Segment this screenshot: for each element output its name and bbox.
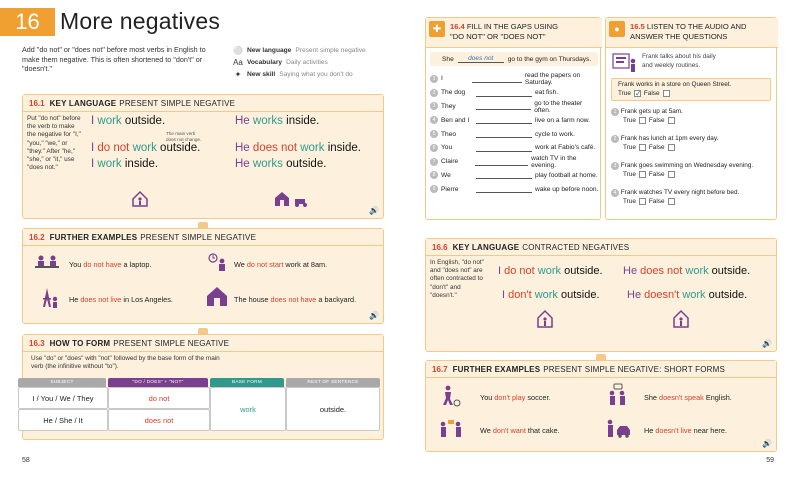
house-icon [205, 285, 229, 307]
list-item: 1 I read the papers on Saturday. [430, 72, 600, 86]
example-16-2-2: We do not start work at 8am. [234, 260, 328, 269]
list-item: 3 They go to the theater often. [430, 100, 600, 114]
section-16-7-header: 16.7 FURTHER EXAMPLES PRESENT SIMPLE NEGATIVE: SHORT FORMS [426, 361, 776, 377]
list-item: 4 Frank watches TV every night before bed. True False [611, 189, 776, 216]
key-right-column: He works inside. He does not work inside. He works outside. [235, 115, 361, 171]
section-16-3-note: Use "do" or "does" with "not" followed by the base form of the main verb (the infinitive without "to"). [31, 355, 220, 371]
clock-person-icon [207, 253, 229, 273]
contracted-left-column: I do not work outside. I don't work outside. [498, 265, 603, 301]
example-answer: does not [458, 55, 504, 63]
column-subject: SUBJECT [18, 378, 106, 387]
gap-input[interactable] [472, 75, 522, 83]
gap-input[interactable] [476, 185, 532, 193]
false-checkbox[interactable] [663, 90, 670, 97]
true-checkbox[interactable] [639, 117, 646, 124]
key-left-column: I work outside. I do not work outside. I work inside. [91, 115, 201, 171]
chapter-number: 16 [0, 8, 55, 36]
gap-input[interactable] [476, 130, 532, 138]
section-16-4 [425, 17, 601, 220]
example-16-2-3: He does not live in Los Angeles. [69, 295, 173, 304]
example-16-4: She does not go to the gym on Thursdays. [430, 52, 598, 66]
section-16-5-header: 16.5 LISTEN TO THE AUDIO AND ANSWER THE QUESTIONS [630, 22, 747, 41]
example-16-2-4: The house does not have a backyard. [234, 295, 357, 304]
section-16-5 [605, 17, 777, 220]
board-person-icon [612, 52, 638, 74]
contracted-right-column: He does not work outside. He doesn't work outside. [623, 265, 751, 301]
false-checkbox[interactable] [668, 198, 675, 205]
subject-plural: I / You / We / They [18, 387, 108, 409]
section-16-6 [425, 238, 777, 352]
true-checkbox[interactable]: ✓ [634, 88, 642, 98]
true-checkbox[interactable] [639, 144, 646, 151]
false-checkbox[interactable] [668, 117, 675, 124]
meta-new-skill: ✦ New skill Saying what you don't do [234, 70, 353, 79]
list-item: 2 The dog eat fish. [430, 86, 600, 100]
gap-input[interactable] [476, 116, 532, 124]
house-person-icon [131, 190, 149, 208]
new-language-icon: ⚪ [233, 46, 243, 55]
house-person-icon [672, 309, 690, 329]
gap-input[interactable] [476, 89, 532, 97]
tf-list [611, 108, 776, 216]
list-item: 7 Claire watch TV in the evening. [430, 155, 600, 169]
section-16-6-note: In English, "do not" and "does not" are often contracted to "don't" and "doesn't." [430, 259, 484, 299]
section-16-7 [425, 360, 777, 452]
new-skill-icon: ✦ [234, 70, 242, 79]
soccer-player-icon [440, 385, 462, 407]
list-item: 9 Pierre wake up before noon. [430, 182, 600, 196]
gap-input[interactable] [476, 171, 532, 179]
list-item: 4 Ben and I live on a farm now. [430, 113, 600, 127]
chapter-meta [233, 45, 366, 81]
vocabulary-icon: Aa [233, 58, 243, 67]
section-16-2 [22, 228, 384, 324]
false-checkbox[interactable] [668, 144, 675, 151]
example-16-7-2: She doesn't speak English. [644, 393, 732, 402]
list-item: 5 Theo cycle to work. [430, 127, 600, 141]
people-laptop-icon [35, 255, 59, 271]
cake-people-icon [438, 416, 464, 440]
gap-list [430, 72, 600, 196]
column-rest-of-sentence: REST OF SENTENCE [286, 378, 380, 387]
gap-input[interactable] [475, 158, 529, 166]
example-16-5: Frank works in a store on Queen Street. True ✓ False [611, 78, 771, 101]
subject-singular: He / She / It [18, 409, 108, 431]
section-16-3-header: 16.3 HOW TO FORM PRESENT SIMPLE NEGATIVE [23, 335, 383, 351]
audio-icon[interactable]: 🔊 [762, 439, 772, 448]
section-16-1-header: 16.1 KEY LANGUAGE PRESENT SIMPLE NEGATIVE [23, 95, 383, 111]
audio-icon[interactable]: 🔊 [762, 339, 772, 348]
eiffel-tower-icon [37, 287, 59, 309]
list-item: 6 You work at Fabio's café. [430, 141, 600, 155]
audio-icon[interactable]: 🔊 [369, 206, 379, 215]
page-title: More negatives [60, 8, 221, 34]
false-checkbox[interactable] [668, 171, 675, 178]
rest-of-sentence-cell: outside. [286, 387, 380, 431]
column-base-form: BASE FORM [210, 378, 284, 387]
house-person-icon [536, 309, 554, 329]
section-16-1-note: Put "do not" before the verb to make the negative for "I," "you," "we," or "they." After "he," "she," or "it," use "does not." [27, 115, 81, 172]
section-16-6-header: 16.6 KEY LANGUAGE CONTRACTED NEGATIVES [426, 239, 776, 255]
callout-main-verb: The main verb does not change. [166, 131, 202, 142]
meta-vocabulary: Aa Vocabulary Daily activities [233, 58, 328, 67]
list-item: 8 We play football at home. [430, 169, 600, 183]
barn-tractor-icon [273, 190, 313, 208]
section-16-2-header: 16.2 FURTHER EXAMPLES PRESENT SIMPLE NEGATIVE [23, 229, 383, 245]
list-item: 1 Frank gets up at 5am. True False [611, 108, 776, 135]
section-16-1 [22, 94, 384, 219]
page-number-right: 59 [766, 457, 774, 464]
column-do-does-not: "DO / DOES" + "NOT" [108, 378, 208, 387]
audio-icon[interactable]: 🔊 [369, 311, 379, 320]
true-checkbox[interactable] [639, 171, 646, 178]
speaking-people-icon [606, 383, 630, 407]
base-form-cell: work [210, 387, 286, 431]
list-item: 3 Frank goes swimming on Wednesday evening. True False [611, 162, 776, 189]
intro-text: Add "do not" or "does not" before most verbs in English to make them negative. This is often shortened to "don't" or "doesn't." [22, 45, 206, 74]
puzzle-icon: ✚ [429, 21, 445, 37]
gap-input[interactable] [476, 144, 532, 152]
person-car-icon [604, 416, 632, 440]
section-16-5-intro: Frank talks about his daily and weekly routines. [642, 53, 716, 69]
example-16-2-1: You do not have a laptop. [69, 260, 152, 269]
page-number-left: 58 [22, 457, 30, 464]
section-16-4-header: 16.4 FILL IN THE GAPS USING "DO NOT" OR "DOES NOT" [450, 22, 559, 41]
list-item: 2 Frank has lunch at 1pm every day. True False [611, 135, 776, 162]
listen-icon: ● [609, 21, 625, 37]
example-16-7-1: You don't play soccer. [480, 393, 551, 402]
do-not-cell: do not [108, 387, 210, 409]
meta-new-language: ⚪ New language Present simple negative [233, 46, 366, 55]
gap-input[interactable] [476, 102, 532, 110]
true-checkbox[interactable] [639, 198, 646, 205]
example-16-7-4: He doesn't live near here. [644, 426, 727, 435]
does-not-cell: does not [108, 409, 210, 431]
example-16-7-3: We don't want that cake. [480, 426, 560, 435]
